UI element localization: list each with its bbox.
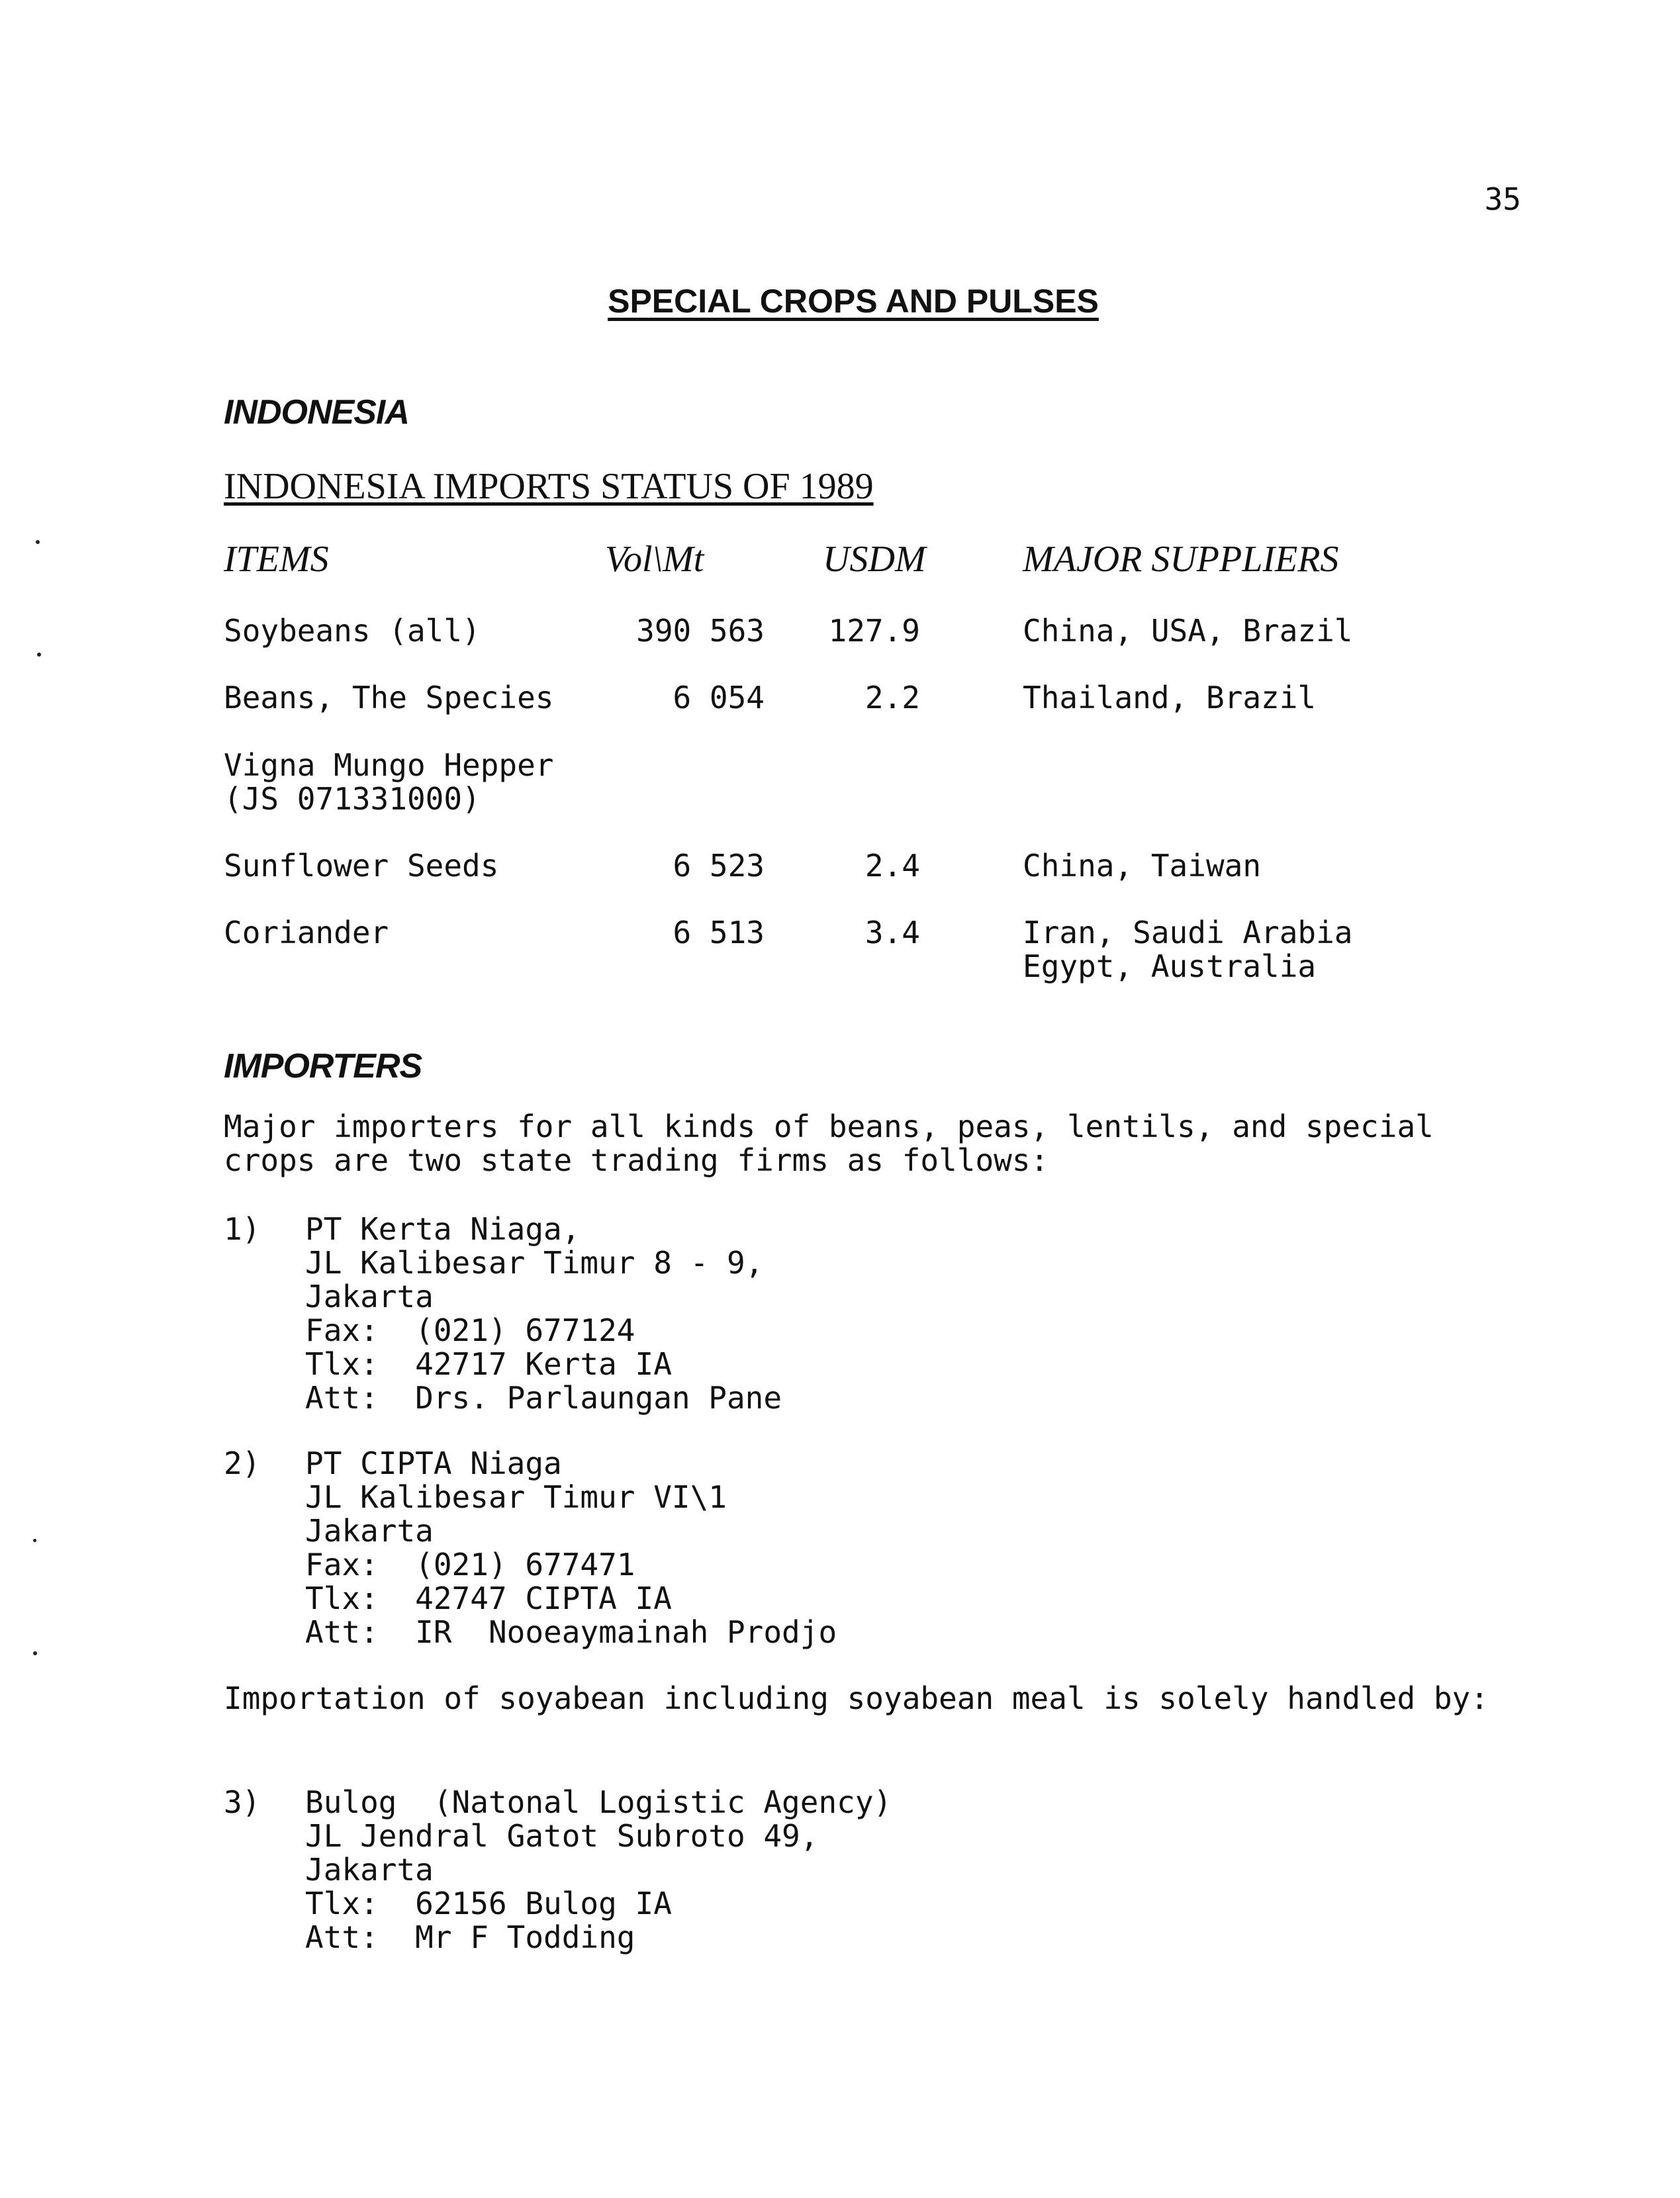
importers-heading: IMPORTERS (224, 1047, 422, 1085)
country-heading: INDONESIA (224, 393, 409, 432)
cell-usdm: 127.9 (828, 613, 920, 649)
entry-address: PT CIPTA Niaga JL Kalibesar Timur VI\1 Jakarta Fax: (021) 677471 Tlx: 42747 CIPTA IA Att: IR Nooeaymainah Prodjo (305, 1445, 837, 1650)
scan-speck (33, 1651, 37, 1655)
page-number: 35 (1484, 181, 1521, 217)
header-items: ITEMS (224, 539, 329, 580)
cell-usdm: 3.4 (864, 915, 920, 950)
entry-number: 1) (224, 1211, 261, 1247)
cell-volume: 6 054 (673, 680, 765, 715)
cell-volume: 390 563 (636, 613, 765, 649)
scan-speck (37, 653, 41, 657)
cell-item: Soybeans (all) (224, 613, 481, 649)
soybean-note: Importation of soyabean including soyabean meal is solely handled by: (224, 1680, 1489, 1716)
cell-suppliers: China, USA, Brazil (1023, 613, 1353, 649)
entry-address: Bulog (Natonal Logistic Agency) JL Jendral Gatot Subroto 49, Jakarta Tlx: 62156 Bulog IA Att: Mr F Todding (305, 1784, 892, 1955)
cell-item: Coriander (224, 915, 389, 950)
table-title: INDONESIA IMPORTS STATUS OF 1989 (224, 466, 874, 507)
scan-speck (33, 1539, 36, 1542)
header-volume: Vol\Mt (605, 539, 704, 580)
cell-suppliers: Thailand, Brazil (1023, 680, 1317, 715)
importers-intro: Major importers for all kinds of beans, peas, lentils, and special crops are two state trading firms as follows: (224, 1109, 1452, 1178)
cell-usdm: 2.4 (864, 848, 920, 884)
cell-volume: 6 513 (673, 915, 765, 950)
entry-number: 2) (224, 1445, 261, 1481)
cell-suppliers: Iran, Saudi Arabia Egypt, Australia (1023, 915, 1353, 984)
cell-item: Vigna Mungo Hepper (JS 071331000) (224, 747, 554, 817)
header-suppliers: MAJOR SUPPLIERS (1023, 539, 1339, 580)
page-title-text: SPECIAL CROPS AND PULSES (608, 283, 1099, 320)
entry-number: 3) (224, 1784, 261, 1820)
header-usdm: USDM (823, 539, 926, 580)
scan-speck (36, 540, 40, 544)
cell-suppliers: China, Taiwan (1023, 848, 1262, 884)
cell-volume: 6 523 (673, 848, 765, 884)
cell-usdm: 2.2 (864, 680, 920, 715)
entry-address: PT Kerta Niaga, JL Kalibesar Timur 8 - 9, Jakarta Fax: (021) 677124 Tlx: 42717 Kerta IA Att: Drs. Parlaungan Pane (305, 1211, 782, 1416)
page-title (0, 285, 1680, 318)
cell-item: Beans, The Species (224, 680, 554, 715)
cell-item: Sunflower Seeds (224, 848, 499, 884)
